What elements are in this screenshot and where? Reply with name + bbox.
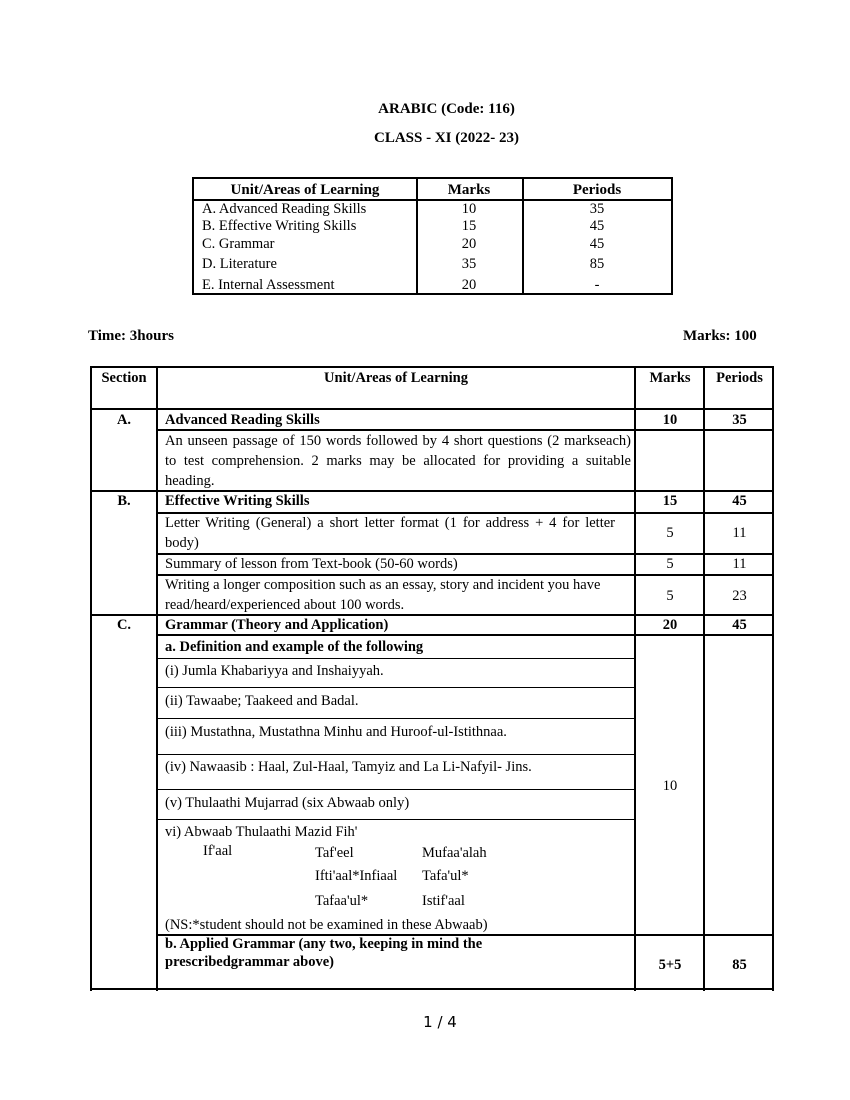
section-a-letter: A. <box>116 412 132 428</box>
section-a-periods: 35 <box>732 412 747 428</box>
summary-row-periods: 35 <box>589 201 605 217</box>
section-b-marks: 15 <box>662 493 678 509</box>
table-rule <box>156 687 634 688</box>
table-rule <box>156 819 634 820</box>
summary-row-unit: A. Advanced Reading Skills <box>202 201 367 217</box>
summary-row-periods: 45 <box>589 236 605 252</box>
summary-row-periods: 45 <box>589 218 605 234</box>
abwaab-item: Mufaa'alah <box>422 845 487 861</box>
part-b-marks: 5+5 <box>658 957 682 973</box>
abwaab-item: Tafaa'ul* <box>315 893 369 909</box>
table-border <box>90 366 92 991</box>
part-a-marks: 10 <box>662 778 678 794</box>
summary-row-marks: 20 <box>461 277 477 293</box>
section-b-row-periods: 11 <box>732 556 747 572</box>
table-rule <box>156 718 634 719</box>
part-a-item: (iv) Nawaasib : Haal, Zul-Haal, Tamyiz and La Li-Nafyil- Jins. <box>165 759 532 775</box>
page-number: 1 / 4 <box>423 1013 457 1031</box>
part-a-title: a. Definition and example of the following <box>165 639 424 655</box>
summary-row-unit: E. Internal Assessment <box>202 277 335 293</box>
summary-table <box>192 177 673 295</box>
section-a-title: Advanced Reading Skills <box>165 412 320 428</box>
section-b-title: Effective Writing Skills <box>165 493 310 509</box>
table-border <box>634 366 636 991</box>
table-border <box>156 366 158 991</box>
section-b-row-text: Writing a longer composition such as an essay, story and incident you have read/heard/experienced about 100 words. <box>165 577 601 613</box>
header-unit: Unit/Areas of Learning <box>324 370 468 386</box>
table-rule <box>156 658 634 659</box>
section-b-row-periods: 11 <box>732 525 747 541</box>
section-c-marks: 20 <box>662 617 678 633</box>
summary-header-marks: Marks <box>447 182 491 198</box>
table-rule <box>156 789 634 790</box>
syllabus-table <box>90 366 774 991</box>
section-b-row-text: Summary of lesson from Text-book (50-60 words) <box>165 556 458 572</box>
summary-row-unit: C. Grammar <box>202 236 275 252</box>
summary-row-unit: D. Literature <box>202 256 277 272</box>
part-b-periods: 85 <box>732 957 747 973</box>
section-c-title: Grammar (Theory and Application) <box>165 617 389 633</box>
part-b-title: b. Applied Grammar (any two, keeping in mind the prescribedgrammar above) <box>165 936 483 970</box>
summary-row-marks: 35 <box>461 256 477 272</box>
summary-header-periods: Periods <box>572 182 622 198</box>
class-line: CLASS - XI (2022- 23) <box>373 130 519 146</box>
summary-row-unit: B. Effective Writing Skills <box>202 218 357 234</box>
document-title: ARABIC (Code: 116) <box>378 101 515 117</box>
summary-header-unit: Unit/Areas of Learning <box>230 182 380 198</box>
exam-time: Time: 3hours <box>88 328 174 344</box>
exam-marks: Marks: 100 <box>683 328 757 344</box>
abwaab-item: If'aal <box>203 843 233 859</box>
header-marks: Marks <box>649 370 691 386</box>
summary-row-marks: 10 <box>461 201 477 217</box>
section-b-row-text: Letter Writing (General) a short letter format (1 for address + 4 for letter body) <box>165 515 615 551</box>
abwaab-item: Istif'aal <box>422 893 465 909</box>
summary-row-periods: - <box>594 277 600 293</box>
header-section: Section <box>101 370 147 386</box>
abwaab-item: Ifti'aal*Infiaal <box>315 868 398 884</box>
section-b-periods: 45 <box>732 493 747 509</box>
section-b-row-marks: 5 <box>666 556 674 572</box>
section-b-row-marks: 5 <box>666 588 674 604</box>
section-a-marks: 10 <box>662 412 678 428</box>
section-c-periods: 45 <box>732 617 747 633</box>
header-periods: Periods <box>716 370 763 386</box>
part-a-item: (iii) Mustathna, Mustathna Minhu and Huroof-ul-Istithnaa. <box>165 724 507 740</box>
part-a-item: (ii) Tawaabe; Taakeed and Badal. <box>165 693 359 709</box>
abwaab-item: Taf'eel <box>315 845 354 861</box>
part-a-item: (v) Thulaathi Mujarrad (six Abwaab only) <box>165 795 410 811</box>
table-border <box>703 366 705 991</box>
abwaab-title: vi) Abwaab Thulaathi Mazid Fih' <box>165 824 358 840</box>
section-b-row-periods: 23 <box>732 588 747 604</box>
table-rule <box>90 988 774 990</box>
part-a-item: (i) Jumla Khabariyya and Inshaiyyah. <box>165 663 384 679</box>
summary-row-marks: 15 <box>461 218 477 234</box>
summary-row-marks: 20 <box>461 236 477 252</box>
abwaab-item: Tafa'ul* <box>422 868 469 884</box>
section-a-description: An unseen passage of 150 words followed by 4 short questions (2 markseach) to test comprehension. 2 marks may be allocated for providing a suitable heading. <box>165 433 631 489</box>
section-b-row-marks: 5 <box>666 525 674 541</box>
section-b-letter: B. <box>117 493 131 509</box>
section-c-letter: C. <box>116 617 132 633</box>
table-border <box>772 366 774 991</box>
table-rule <box>156 754 634 755</box>
abwaab-note: (NS:*student should not be examined in these Abwaab) <box>165 917 488 933</box>
summary-row-periods: 85 <box>589 256 605 272</box>
